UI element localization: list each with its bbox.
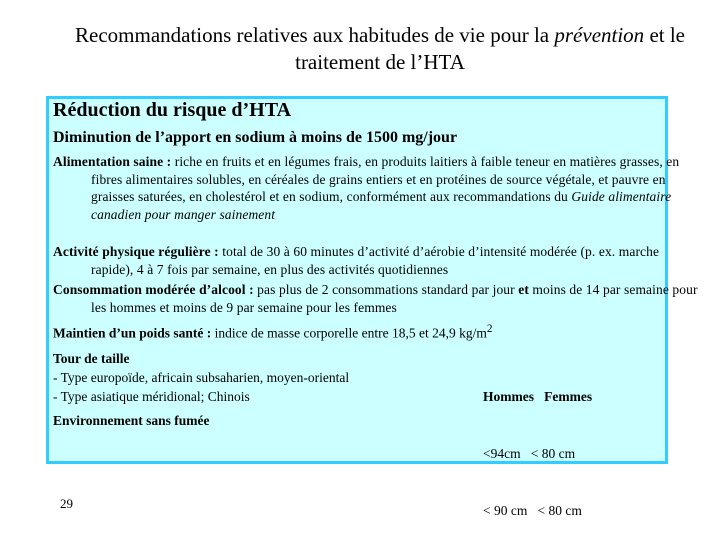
box-heading: Réduction du risque d’HTA — [53, 99, 292, 121]
weight-paragraph: Maintien d’un poids santé : indice de masse corporelle entre 18,5 et 24,9 $kg/m^2$ — [53, 323, 493, 341]
sodium-recommendation: Diminution de l’apport en sodium à moins de 1500 mg/jour — [53, 129, 458, 146]
waist-row-2: - Type asiatique méridional; Chinois — [53, 389, 250, 404]
slide-title — [40, 22, 720, 76]
activity-paragraph: Activité physique régulière : total de 30 à 60 minutes d’activité d’aérobie d’intensité modérée (p. ex. marche rapide), 4 à 7 fois par semaine, en plus des activités quotidiennes — [53, 244, 660, 277]
page-number: 29 — [60, 496, 73, 511]
waist-values — [483, 349, 592, 558]
title-line-2: traitement de l’HTA — [295, 50, 465, 74]
waist-header: Hommes Femmes — [483, 389, 593, 404]
waist-labels — [53, 349, 349, 406]
title-line-1: Recommandations relatives aux habitudes de vie pour la prévention et le — [75, 23, 685, 47]
waist-label: Tour de taille — [53, 351, 130, 366]
waist-value-1: <94cm < 80 cm — [483, 446, 576, 461]
activity-label: Activité physique régulière : — [53, 244, 219, 259]
waist-value-2: < 90 cm < 80 cm — [483, 503, 582, 518]
alcohol-label: Consommation modérée d’alcool : — [53, 282, 254, 297]
guide-title: Guide alimentaire canadien pour manger sainement — [91, 189, 672, 222]
waist-row-1: - Type europoïde, africain subsaharien, moyen-oriental — [53, 370, 350, 385]
title-emphasis: prévention — [554, 23, 645, 47]
smoke-free-recommendation: Environnement sans fumée — [53, 413, 210, 428]
weight-label: Maintien d’un poids santé : — [53, 325, 212, 341]
alcohol-paragraph: Consommation modérée d’alcool : pas plus de 2 consommations standard par jour et moins de 14 par semaine pour les hommes et moins de 9 par semaine pour les femmes — [53, 282, 698, 315]
diet-label: Alimentation saine : — [53, 154, 172, 169]
diet-paragraph: Alimentation saine : riche en fruits et en légumes frais, en produits laitiers à faible teneur en matières grasses, en fibres alimentaires solubles, en céréales de grains entiers et en protéines de source végétale, et pauvre en graisses saturées, en cholestérol et en sodium, conformément aux recommandations du Guide alimentaire canadien pour manger sainement — [53, 154, 680, 222]
